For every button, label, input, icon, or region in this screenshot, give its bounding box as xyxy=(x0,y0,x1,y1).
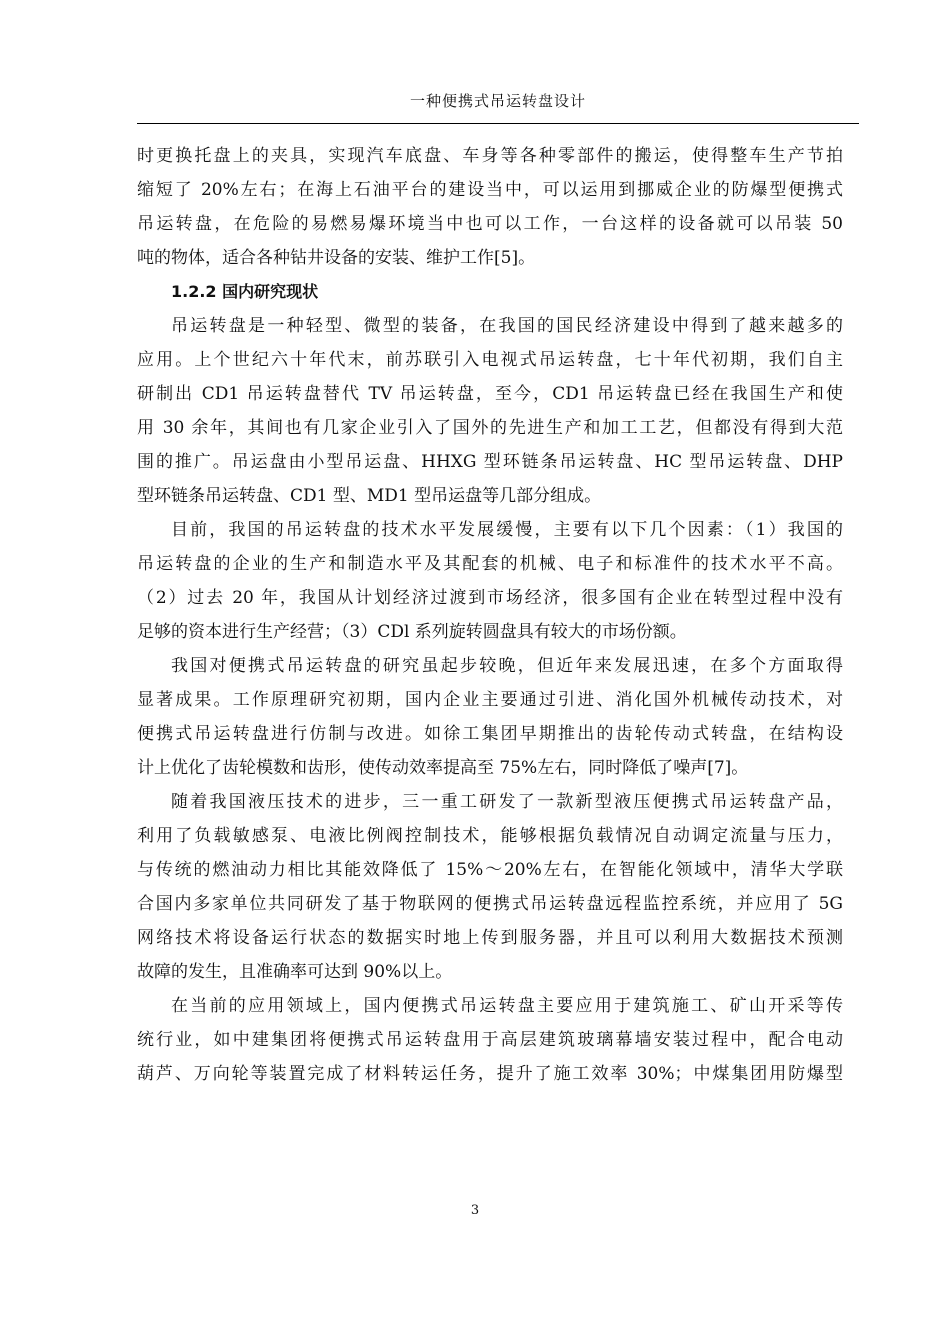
text-line: 吊运转盘的企业的生产和制造水平及其配套的机械、电子和标准件的技术水平不高。 xyxy=(137,554,843,574)
text-line: 与传统的燃油动力相比其能效降低了 15%～20%左右，在智能化领域中，清华大学联 xyxy=(137,860,843,880)
text-line: 计上优化了齿轮模数和齿形，使传动效率提高至 75%左右，同时降低了噪声[7]。 xyxy=(137,758,749,778)
text-line: 便携式吊运转盘进行仿制与改进。如徐工集团早期推出的齿轮传动式转盘，在结构设 xyxy=(137,724,843,744)
section-heading: 1.2.2 国内研究现状 xyxy=(171,282,319,301)
text-line: 统行业，如中建集团将便携式吊运转盘用于高层建筑玻璃幕墙安装过程中，配合电动 xyxy=(137,1030,843,1050)
text-line: 合国内多家单位共同研发了基于物联网的便携式吊运转盘远程监控系统，并应用了 5G xyxy=(137,894,843,914)
text-line: 在当前的应用领域上，国内便携式吊运转盘主要应用于建筑施工、矿山开采等传 xyxy=(171,996,843,1016)
text-line: 用 30 余年，其间也有几家企业引入了国外的先进生产和加工工艺，但都没有得到大范 xyxy=(137,418,843,438)
running-header: 一种便携式吊运转盘设计 xyxy=(409,92,586,110)
text-line: 随着我国液压技术的进步，三一重工研发了一款新型液压便携式吊运转盘产品， xyxy=(171,792,843,812)
text-line: 型环链条吊运转盘、CD1 型、MD1 型吊运盘等几部分组成。 xyxy=(137,486,602,506)
text-line: 应用。上个世纪六十年代末，前苏联引入电视式吊运转盘，七十年代初期，我们自主 xyxy=(137,350,843,370)
text-line: 葫芦、万向轮等装置完成了材料转运任务，提升了施工效率 30%；中煤集团用防爆型 xyxy=(137,1064,843,1084)
text-line: 缩短了 20%左右；在海上石油平台的建设当中，可以运用到挪威企业的防爆型便携式 xyxy=(137,180,843,200)
text-line: 研制出 CD1 吊运转盘替代 TV 吊运转盘，至今，CD1 吊运转盘已经在我国生产和使 xyxy=(137,384,843,404)
page-number: 3 xyxy=(470,1203,480,1218)
text-line: （2）过去 20 年，我国从计划经济过渡到市场经济，很多国有企业在转型过程中没有 xyxy=(137,588,843,608)
text-line: 网络技术将设备运行状态的数据实时地上传到服务器，并且可以利用大数据技术预测 xyxy=(137,928,843,948)
text-line: 围的推广。吊运盘由小型吊运盘、HHXG 型环链条吊运转盘、HC 型吊运转盘、DHP xyxy=(137,452,843,472)
text-line: 我国对便携式吊运转盘的研究虽起步较晚，但近年来发展迅速，在多个方面取得 xyxy=(171,656,843,676)
text-line: 吨的物体，适合各种钻井设备的安装、维护工作[5]。 xyxy=(137,248,536,268)
body-text xyxy=(137,139,843,1091)
text-line: 吊运转盘是一种轻型、微型的装备，在我国的国民经济建设中得到了越来越多的 xyxy=(171,316,843,336)
text-line: 时更换托盘上的夹具，实现汽车底盘、车身等各种零部件的搬运，使得整车生产节拍 xyxy=(137,146,843,166)
text-line: 足够的资本进行生产经营；（3）CDl 系列旋转圆盘具有较大的市场份额。 xyxy=(137,622,687,642)
text-line: 吊运转盘，在危险的易燃易爆环境当中也可以工作，一台这样的设备就可以吊装 50 xyxy=(137,214,843,234)
text-line: 显著成果。工作原理研究初期，国内企业主要通过引进、消化国外机械传动技术，对 xyxy=(137,690,843,710)
header-rule xyxy=(137,123,859,124)
text-line: 利用了负载敏感泵、电液比例阀控制技术，能够根据负载情况自动调定流量与压力， xyxy=(137,826,843,846)
text-line: 故障的发生，且准确率可达到 90%以上。 xyxy=(137,962,453,982)
text-line: 目前，我国的吊运转盘的技术水平发展缓慢，主要有以下几个因素：（1）我国的 xyxy=(171,520,843,540)
